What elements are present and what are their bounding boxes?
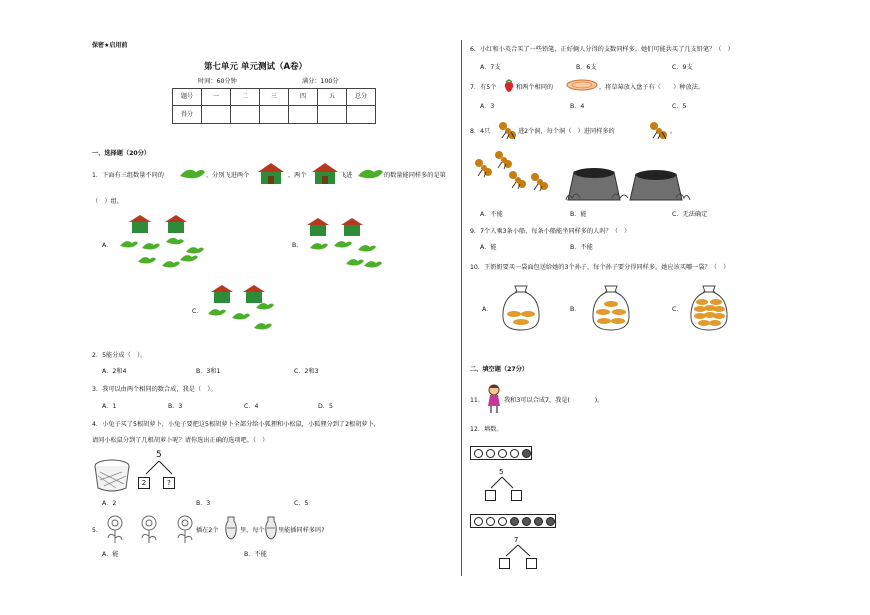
section1-title: 一、选择题（20分） bbox=[92, 150, 151, 157]
q6-text: 6．小红和小英合买了一些铅笔，正好俩人分得的支数同样多。她们可能共买了几支铅笔？（ ） bbox=[470, 46, 734, 53]
house-icon bbox=[242, 284, 266, 304]
bead-filled bbox=[534, 517, 543, 526]
q1-text-c: ，两个 bbox=[288, 172, 307, 179]
strawberry-icon bbox=[503, 79, 515, 93]
ant-icon bbox=[648, 120, 668, 140]
birds-group-c bbox=[206, 304, 280, 340]
vase-icon bbox=[224, 516, 238, 540]
bead-empty bbox=[474, 517, 483, 526]
q6-option-a[interactable]: A．7支 bbox=[480, 64, 501, 71]
column-divider bbox=[461, 40, 462, 576]
bead-empty bbox=[474, 449, 483, 458]
score-input-cell[interactable] bbox=[202, 106, 231, 124]
q4-option-c[interactable]: C．5 bbox=[294, 500, 309, 507]
flower-icon bbox=[138, 514, 160, 544]
q1-text-a: 1．下面有三组数量不同的 bbox=[92, 172, 164, 179]
q2-text: 2．5能分成（ ）。 bbox=[92, 352, 147, 359]
q12-tree1-right-box[interactable] bbox=[511, 490, 522, 501]
q3-text: 3．我可以由两个相同的数合成，我是（ ）。 bbox=[92, 386, 217, 393]
birds-group-b bbox=[308, 240, 388, 274]
flower-icon bbox=[174, 514, 196, 544]
ant-icon bbox=[497, 120, 517, 140]
score-table-score-row bbox=[173, 106, 376, 124]
basket-icon bbox=[92, 454, 132, 494]
q7-text-c: ，将草莓放入盘子有（ ）种放法。 bbox=[599, 84, 705, 91]
q10-option-c[interactable]: C． bbox=[672, 306, 683, 313]
q7-option-a[interactable]: A．3 bbox=[480, 103, 495, 110]
q9-option-b[interactable]: B．不能 bbox=[570, 244, 593, 251]
q2-option-a[interactable]: A．2和4 bbox=[102, 368, 127, 375]
score-input-cell[interactable] bbox=[260, 106, 289, 124]
score-input-cell[interactable] bbox=[318, 106, 347, 124]
q8-option-a[interactable]: A．不能 bbox=[480, 211, 503, 218]
q9-option-a[interactable]: A．能 bbox=[480, 244, 497, 251]
q6-option-c[interactable]: C．9支 bbox=[672, 64, 693, 71]
q11-num: 11． bbox=[470, 397, 485, 404]
q4-line2: 请问小松鼠分到了几根胡萝卜呢？请你选出正确的选项吧。（ ） bbox=[92, 437, 269, 444]
score-cell: 一 bbox=[202, 89, 231, 106]
bead-empty bbox=[498, 517, 507, 526]
plate-icon bbox=[566, 79, 598, 91]
score-cell: 三 bbox=[260, 89, 289, 106]
bead-empty bbox=[498, 449, 507, 458]
bead-empty bbox=[486, 449, 495, 458]
q4-right-box[interactable]: ? bbox=[163, 477, 175, 489]
q5-num: 5． bbox=[92, 527, 103, 534]
house-icon bbox=[306, 217, 330, 237]
q12-tree1-lines bbox=[486, 476, 518, 490]
score-input-cell[interactable] bbox=[231, 106, 260, 124]
q8-option-c[interactable]: C．无法确定 bbox=[672, 211, 708, 218]
q12-tree1-left-box[interactable] bbox=[485, 490, 496, 501]
q8-text-b: 进2个洞，每个洞（ ）进同样多的 bbox=[518, 128, 615, 135]
q12-tree2-left-box[interactable] bbox=[499, 558, 510, 569]
bread-bag-c bbox=[688, 284, 730, 332]
ants-group bbox=[472, 150, 552, 196]
q7-option-b[interactable]: B．4 bbox=[570, 103, 585, 110]
section2-title: 二、填空题（27分） bbox=[470, 366, 529, 373]
q2-option-c[interactable]: C．2和3 bbox=[294, 368, 319, 375]
secret-label: 保密★启用前 bbox=[92, 42, 128, 49]
score-cell: 题号 bbox=[173, 89, 202, 106]
score-cell: 二 bbox=[231, 89, 260, 106]
q10-option-a[interactable]: A． bbox=[482, 306, 493, 313]
q7-text-b: 和两个相同的 bbox=[516, 84, 554, 91]
q5-option-a[interactable]: A．能 bbox=[102, 551, 119, 558]
q8-text-c: 。 bbox=[670, 128, 677, 135]
flower-icon bbox=[104, 514, 126, 544]
house-icon bbox=[256, 162, 286, 186]
q11-text: 我和3可以合成7，我是( )。 bbox=[504, 397, 604, 404]
q3-option-c[interactable]: C．4 bbox=[244, 403, 259, 410]
score-input-cell[interactable] bbox=[347, 106, 376, 124]
q2-option-b[interactable]: B．3和1 bbox=[196, 368, 221, 375]
bead-filled bbox=[522, 449, 531, 458]
bead-filled bbox=[522, 517, 531, 526]
bird-icon bbox=[178, 166, 206, 182]
score-table-header-row bbox=[173, 89, 376, 106]
q1-text-f: （ ）组。 bbox=[92, 198, 123, 205]
q3-option-b[interactable]: B．3 bbox=[168, 403, 183, 410]
q6-option-b[interactable]: B．6支 bbox=[576, 64, 597, 71]
house-icon bbox=[128, 214, 152, 234]
bead-bar-1 bbox=[470, 446, 532, 460]
q4-option-b[interactable]: B．3 bbox=[196, 500, 211, 507]
bread-bag-a bbox=[500, 284, 542, 332]
q1-option-b[interactable]: B． bbox=[292, 242, 303, 249]
q12-tree2-top: 7 bbox=[514, 536, 519, 544]
house-icon bbox=[164, 214, 188, 234]
q12-tree2-right-box[interactable] bbox=[526, 558, 537, 569]
q4-tree-top: 5 bbox=[156, 450, 162, 460]
q8-option-b[interactable]: B．能 bbox=[570, 211, 587, 218]
score-cell: 五 bbox=[318, 89, 347, 106]
bird-icon bbox=[356, 166, 384, 182]
bead-filled bbox=[510, 517, 519, 526]
q4-tree-lines bbox=[140, 460, 180, 476]
full-score-label: 满分：100分 bbox=[302, 78, 339, 85]
page-title: 第七单元 单元测试（A卷） bbox=[204, 62, 308, 72]
q1-option-c[interactable]: C． bbox=[192, 308, 203, 315]
girl-icon bbox=[486, 384, 502, 414]
q5-text-b: 里，每个 bbox=[240, 527, 265, 534]
score-table bbox=[172, 88, 376, 124]
q9-text: 9．7个人乘3条小船，每条小船能坐同样多的人吗？（ ） bbox=[470, 228, 631, 235]
q1-option-a[interactable]: A． bbox=[102, 242, 113, 249]
q12-tree1-top: 5 bbox=[499, 468, 504, 476]
q3-option-d[interactable]: D．5 bbox=[318, 403, 333, 410]
score-cell: 得分 bbox=[173, 106, 202, 124]
q1-text-b: ，分别飞进两个 bbox=[206, 172, 250, 179]
bread-bag-b bbox=[590, 284, 632, 332]
q4-left-box: 2 bbox=[138, 477, 150, 489]
score-input-cell[interactable] bbox=[289, 106, 318, 124]
q4-option-a[interactable]: A．2 bbox=[102, 500, 117, 507]
q5-option-b[interactable]: B．不能 bbox=[244, 551, 267, 558]
score-cell: 四 bbox=[289, 89, 318, 106]
q1-text-e: 的数量能同样多的是第 bbox=[384, 172, 446, 179]
q12-text: 12．填数。 bbox=[470, 426, 503, 433]
q4-line1: 4．小兔子买了5根胡萝卜，小兔子要把这5根胡萝卜全部分给小狐狸和小松鼠，小狐狸分到了2根胡萝卜， bbox=[92, 421, 380, 428]
house-icon bbox=[340, 217, 364, 237]
time-label: 时间：60分钟 bbox=[198, 78, 237, 85]
q12-tree2-lines bbox=[500, 544, 536, 558]
house-icon bbox=[210, 284, 234, 304]
holes-picture bbox=[566, 164, 690, 204]
q8-text-a: 8．4只 bbox=[470, 128, 491, 135]
vase-icon bbox=[264, 516, 278, 540]
q10-option-b[interactable]: B． bbox=[570, 306, 581, 313]
q5-text-c: 里能插同样多吗? bbox=[278, 527, 325, 534]
score-cell: 总分 bbox=[347, 89, 376, 106]
q5-text-a: 插在2个 bbox=[196, 527, 219, 534]
q10-text: 10．王奶奶要买一袋面包送给她的3个孙子，每个孙子要分得同样多。她应该买哪一袋？（ ） bbox=[470, 264, 730, 271]
bead-bar-2 bbox=[470, 514, 556, 528]
house-icon bbox=[310, 162, 340, 186]
bead-empty bbox=[486, 517, 495, 526]
bead-empty bbox=[510, 449, 519, 458]
birds-group-a bbox=[118, 238, 208, 274]
q1-text-d: 飞进 bbox=[340, 172, 353, 179]
q7-text-a: 7．有5个 bbox=[470, 84, 497, 91]
q3-option-a[interactable]: A．1 bbox=[102, 403, 117, 410]
bead-filled bbox=[546, 517, 555, 526]
q7-option-c[interactable]: C．5 bbox=[672, 103, 687, 110]
